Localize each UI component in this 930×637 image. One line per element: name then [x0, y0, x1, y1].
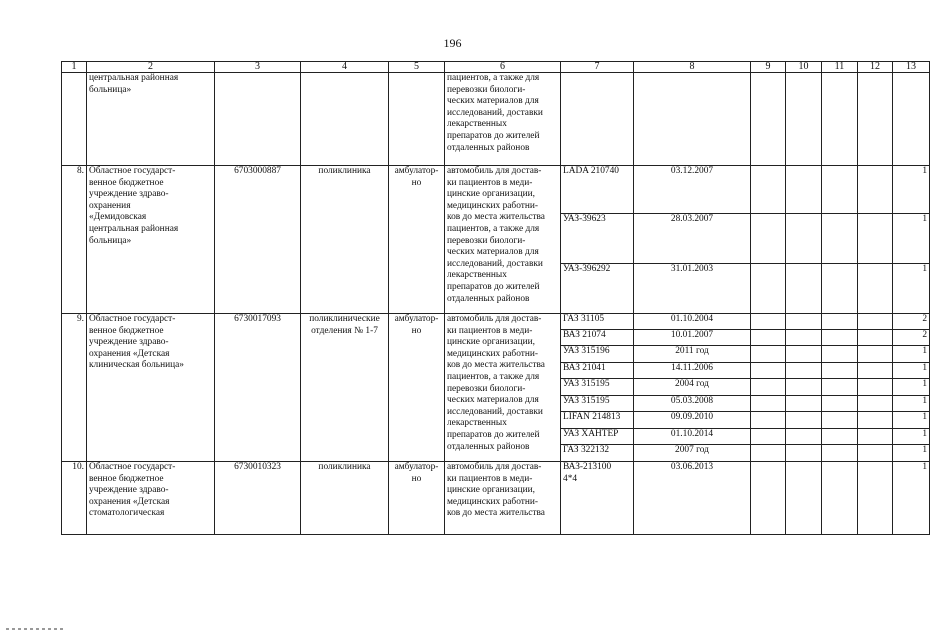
vehicle-date: 31.01.2003 — [634, 264, 751, 314]
organization-name: Областное государст- венное бюджетное учреждение здраво- охранения «Демидовская центральная районная больница» — [87, 166, 215, 314]
column-number-row — [62, 62, 930, 73]
vehicle-model: УАЗ 315195 — [561, 396, 634, 412]
inn: 6730017093 — [215, 314, 301, 462]
column-header: 9 — [751, 62, 786, 73]
vehicle-count: 2 — [893, 330, 930, 346]
table-row — [62, 314, 930, 330]
vehicle-model: ВАЗ 21041 — [561, 363, 634, 379]
vehicle-count: 1 — [893, 462, 930, 535]
facility-type: поликлиника — [301, 166, 389, 314]
column-header: 7 — [561, 62, 634, 73]
vehicle-model: УАЗ 315195 — [561, 379, 634, 396]
vehicle-count: 1 — [893, 214, 930, 264]
column-header: 5 — [389, 62, 445, 73]
vehicle-register-table — [61, 61, 930, 535]
vehicle-model: УАЗ ХАНТЕР — [561, 429, 634, 445]
organization-name: центральная районная больница» — [87, 73, 215, 166]
table-row — [62, 166, 930, 214]
vehicle-model: УАЗ-396292 — [561, 264, 634, 314]
care-form: амбулатор- но — [389, 462, 445, 535]
vehicle-count: 1 — [893, 445, 930, 462]
organization-name: Областное государст- венное бюджетное учреждение здраво- охранения «Детская клиническая больница» — [87, 314, 215, 462]
vehicle-model: УАЗ 315196 — [561, 346, 634, 363]
facility-type: поликлинические отделения № 1-7 — [301, 314, 389, 462]
column-header: 12 — [858, 62, 893, 73]
vehicle-count: 1 — [893, 264, 930, 314]
vehicle-date: 03.12.2007 — [634, 166, 751, 214]
vehicle-date: 28.03.2007 — [634, 214, 751, 264]
column-header: 1 — [62, 62, 87, 73]
vehicle-purpose: пациентов, а также для перевозки биологи- ческих материалов для исследований, доставки лекарственных препаратов до жителей отдаленных районов — [445, 73, 561, 166]
vehicle-model: LIFAN 214813 — [561, 412, 634, 429]
column-header: 11 — [822, 62, 858, 73]
column-header: 2 — [87, 62, 215, 73]
vehicle-date: 14.11.2006 — [634, 363, 751, 379]
vehicle-date: 01.10.2014 — [634, 429, 751, 445]
vehicle-date: 10.01.2007 — [634, 330, 751, 346]
vehicle-count: 1 — [893, 429, 930, 445]
vehicle-model: ВАЗ-213100 4*4 — [561, 462, 634, 535]
vehicle-date: 01.10.2004 — [634, 314, 751, 330]
vehicle-model: ГАЗ 322132 — [561, 445, 634, 462]
care-form: амбулатор- но — [389, 314, 445, 462]
inn: 6730010323 — [215, 462, 301, 535]
column-header: 6 — [445, 62, 561, 73]
facility-type: поликлиника — [301, 462, 389, 535]
organization-name: Областное государст- венное бюджетное учреждение здраво- охранения «Детская стоматологическая — [87, 462, 215, 535]
vehicle-model: УАЗ-39623 — [561, 214, 634, 264]
entry-number: 10. — [62, 462, 87, 535]
entry-number: 8. — [62, 166, 87, 314]
vehicle-date: 09.09.2010 — [634, 412, 751, 429]
scan-artifact — [6, 628, 66, 630]
page-number: 196 — [443, 36, 462, 50]
vehicle-date: 2011 год — [634, 346, 751, 363]
vehicle-date: 2007 год — [634, 445, 751, 462]
vehicle-purpose: автомобиль для достав- ки пациентов в меди- цинские организации, медицинских работни- ков до места жительства — [445, 462, 561, 535]
care-form: амбулатор- но — [389, 166, 445, 314]
vehicle-date: 2004 год — [634, 379, 751, 396]
column-header: 8 — [634, 62, 751, 73]
vehicle-count: 1 — [893, 412, 930, 429]
vehicle-count: 1 — [893, 396, 930, 412]
column-header: 3 — [215, 62, 301, 73]
vehicle-purpose: автомобиль для достав- ки пациентов в меди- цинские организации, медицинских работни- ков до места жительства пациентов, а также для перевозки биологи- ческих материалов для исследований, доставки лекарственных препаратов до жителей отдаленных районов — [445, 314, 561, 462]
vehicle-count: 1 — [893, 363, 930, 379]
vehicle-purpose: автомобиль для достав- ки пациентов в меди- цинские организации, медицинских работни- ков до места жительства пациентов, а также для перевозки биологи- ческих материалов для исследований, доставки лекарственных препаратов до жителей отдаленных районов — [445, 166, 561, 314]
vehicle-count: 2 — [893, 314, 930, 330]
column-header: 10 — [786, 62, 822, 73]
vehicle-count: 1 — [893, 379, 930, 396]
vehicle-date: 05.03.2008 — [634, 396, 751, 412]
entry-number: 9. — [62, 314, 87, 462]
vehicle-count: 1 — [893, 346, 930, 363]
continuation-row — [62, 73, 930, 166]
vehicle-model: LADA 210740 — [561, 166, 634, 214]
vehicle-model: ГАЗ 31105 — [561, 314, 634, 330]
table-row — [62, 462, 930, 535]
inn: 6703000887 — [215, 166, 301, 314]
vehicle-count: 1 — [893, 166, 930, 214]
vehicle-model: ВАЗ 21074 — [561, 330, 634, 346]
column-header: 13 — [893, 62, 930, 73]
column-header: 4 — [301, 62, 389, 73]
vehicle-date: 03.06.2013 — [634, 462, 751, 535]
